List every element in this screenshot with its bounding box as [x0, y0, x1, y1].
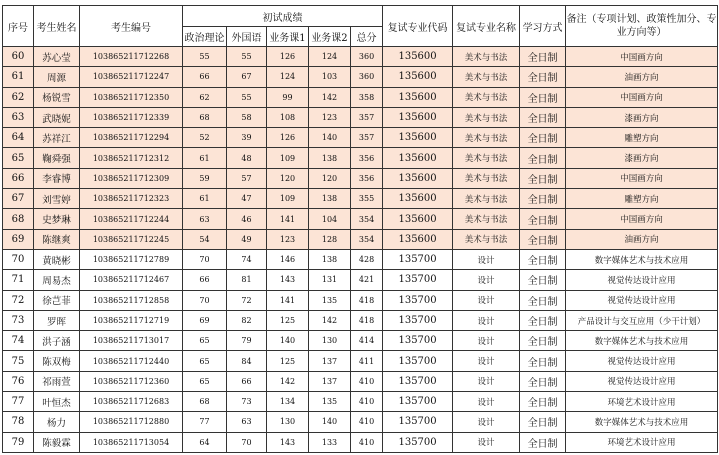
retest-major-cell: 设计 [453, 249, 520, 269]
retest-major-cell: 设计 [453, 432, 520, 452]
retest-code-cell: 135600 [383, 168, 453, 188]
total-score-cell: 414 [351, 331, 383, 351]
header-retest-major: 复试专业名称 [453, 6, 520, 47]
total-score-cell: 355 [351, 189, 383, 209]
study-mode-cell: 全日制 [520, 107, 566, 127]
course2-score-cell: 142 [309, 310, 351, 330]
candidate-id-cell: 103865211712789 [80, 249, 183, 269]
name-cell: 苏祥江 [34, 128, 80, 148]
table-row [3, 128, 718, 148]
study-mode-cell: 全日制 [520, 209, 566, 229]
total-score-cell: 357 [351, 128, 383, 148]
table-row [3, 87, 718, 107]
study-mode-cell: 全日制 [520, 351, 566, 371]
politics-score-cell: 77 [183, 412, 227, 432]
course2-score-cell: 103 [309, 67, 351, 87]
course1-score-cell: 143 [267, 270, 309, 290]
politics-score-cell: 62 [183, 87, 227, 107]
total-score-cell: 358 [351, 87, 383, 107]
retest-code-cell: 135600 [383, 87, 453, 107]
name-cell: 李睿博 [34, 168, 80, 188]
english-score-cell: 79 [227, 331, 267, 351]
seq-cell: 68 [3, 209, 34, 229]
course2-score-cell: 131 [309, 270, 351, 290]
total-score-cell: 421 [351, 270, 383, 290]
course2-score-cell: 120 [309, 168, 351, 188]
course2-score-cell: 140 [309, 128, 351, 148]
study-mode-cell: 全日制 [520, 168, 566, 188]
course2-score-cell: 124 [309, 47, 351, 67]
retest-code-cell: 135700 [383, 249, 453, 269]
name-cell: 杨力 [34, 412, 80, 432]
retest-major-cell: 设计 [453, 290, 520, 310]
politics-score-cell: 70 [183, 249, 227, 269]
retest-code-cell: 135600 [383, 128, 453, 148]
politics-score-cell: 69 [183, 310, 227, 330]
retest-major-cell: 设计 [453, 371, 520, 391]
course2-score-cell: 133 [309, 432, 351, 452]
english-score-cell: 58 [227, 107, 267, 127]
retest-code-cell: 135700 [383, 371, 453, 391]
seq-cell: 75 [3, 351, 34, 371]
name-cell: 鞠舜强 [34, 148, 80, 168]
politics-score-cell: 54 [183, 229, 227, 249]
seq-cell: 74 [3, 331, 34, 351]
course1-score-cell: 124 [267, 67, 309, 87]
english-score-cell: 63 [227, 412, 267, 432]
notes-cell: 数字媒体艺术与技术应用 [566, 249, 718, 269]
header-name: 考生姓名 [34, 6, 80, 47]
study-mode-cell: 全日制 [520, 229, 566, 249]
english-score-cell: 66 [227, 371, 267, 391]
candidate-id-cell: 103865211712440 [80, 351, 183, 371]
politics-score-cell: 55 [183, 47, 227, 67]
seq-cell: 64 [3, 128, 34, 148]
header-seq: 序号 [3, 6, 34, 47]
course1-score-cell: 126 [267, 47, 309, 67]
seq-cell: 67 [3, 189, 34, 209]
politics-score-cell: 64 [183, 432, 227, 452]
notes-cell: 中国画方向 [566, 209, 718, 229]
total-score-cell: 356 [351, 148, 383, 168]
english-score-cell: 46 [227, 209, 267, 229]
retest-code-cell: 135700 [383, 310, 453, 330]
seq-cell: 79 [3, 432, 34, 452]
table-row [3, 432, 718, 452]
notes-cell: 视觉传达设计应用 [566, 270, 718, 290]
study-mode-cell: 全日制 [520, 67, 566, 87]
politics-score-cell: 70 [183, 290, 227, 310]
candidate-id-cell: 103865211712467 [80, 270, 183, 290]
candidate-id-cell: 103865211712339 [80, 107, 183, 127]
notes-cell: 数字媒体艺术与技术应用 [566, 331, 718, 351]
course1-score-cell: 123 [267, 229, 309, 249]
name-cell: 洪子涵 [34, 331, 80, 351]
course2-score-cell: 104 [309, 209, 351, 229]
table-row [3, 371, 718, 391]
retest-major-cell: 美术与书法 [453, 229, 520, 249]
course1-score-cell: 146 [267, 249, 309, 269]
table-row [3, 47, 718, 67]
course2-score-cell: 137 [309, 371, 351, 391]
candidate-id-cell: 103865211712323 [80, 189, 183, 209]
english-score-cell: 72 [227, 290, 267, 310]
retest-major-cell: 设计 [453, 270, 520, 290]
name-cell: 罗晖 [34, 310, 80, 330]
seq-cell: 78 [3, 412, 34, 432]
header-english: 外国语 [227, 27, 267, 47]
course2-score-cell: 138 [309, 249, 351, 269]
course2-score-cell: 137 [309, 351, 351, 371]
header-retest-code: 复试专业代码 [383, 6, 453, 47]
retest-major-cell: 美术与书法 [453, 128, 520, 148]
study-mode-cell: 全日制 [520, 392, 566, 412]
name-cell: 陈继爽 [34, 229, 80, 249]
retest-code-cell: 135700 [383, 351, 453, 371]
candidate-id-cell: 103865211712294 [80, 128, 183, 148]
notes-cell: 环境艺术设计应用 [566, 392, 718, 412]
study-mode-cell: 全日制 [520, 148, 566, 168]
politics-score-cell: 59 [183, 168, 227, 188]
total-score-cell: 410 [351, 392, 383, 412]
english-score-cell: 47 [227, 189, 267, 209]
candidate-id-cell: 103865211712719 [80, 310, 183, 330]
table-row [3, 412, 718, 432]
candidate-id-cell: 103865211712247 [80, 67, 183, 87]
candidate-id-cell: 103865211712312 [80, 148, 183, 168]
name-cell: 祁雨萱 [34, 371, 80, 391]
study-mode-cell: 全日制 [520, 189, 566, 209]
course2-score-cell: 140 [309, 412, 351, 432]
name-cell: 黄晓彬 [34, 249, 80, 269]
notes-cell: 漆画方向 [566, 107, 718, 127]
candidate-id-cell: 103865211712858 [80, 290, 183, 310]
retest-code-cell: 135600 [383, 107, 453, 127]
retest-major-cell: 美术与书法 [453, 47, 520, 67]
header-study-mode: 学习方式 [520, 6, 566, 47]
course1-score-cell: 125 [267, 310, 309, 330]
retest-major-cell: 设计 [453, 392, 520, 412]
total-score-cell: 360 [351, 47, 383, 67]
retest-code-cell: 135600 [383, 229, 453, 249]
candidate-id-cell: 103865211712683 [80, 392, 183, 412]
study-mode-cell: 全日制 [520, 87, 566, 107]
retest-code-cell: 135700 [383, 270, 453, 290]
header-id: 考生编号 [80, 6, 183, 47]
course1-score-cell: 141 [267, 209, 309, 229]
table-row [3, 270, 718, 290]
name-cell: 杨锐雪 [34, 87, 80, 107]
name-cell: 徐芑菲 [34, 290, 80, 310]
retest-major-cell: 美术与书法 [453, 148, 520, 168]
english-score-cell: 55 [227, 47, 267, 67]
name-cell: 史梦琳 [34, 209, 80, 229]
name-cell: 叶恒杰 [34, 392, 80, 412]
notes-cell: 油画方向 [566, 67, 718, 87]
politics-score-cell: 68 [183, 107, 227, 127]
total-score-cell: 410 [351, 432, 383, 452]
total-score-cell: 410 [351, 412, 383, 432]
retest-code-cell: 135700 [383, 412, 453, 432]
table-row [3, 107, 718, 127]
total-score-cell: 418 [351, 310, 383, 330]
retest-major-cell: 美术与书法 [453, 67, 520, 87]
study-mode-cell: 全日制 [520, 290, 566, 310]
course1-score-cell: 109 [267, 148, 309, 168]
course1-score-cell: 120 [267, 168, 309, 188]
header-scores-group: 初试成绩 [183, 6, 383, 27]
notes-cell: 油画方向 [566, 229, 718, 249]
english-score-cell: 49 [227, 229, 267, 249]
table-row [3, 249, 718, 269]
retest-code-cell: 135600 [383, 67, 453, 87]
politics-score-cell: 65 [183, 371, 227, 391]
english-score-cell: 82 [227, 310, 267, 330]
politics-score-cell: 52 [183, 128, 227, 148]
course2-score-cell: 135 [309, 290, 351, 310]
study-mode-cell: 全日制 [520, 270, 566, 290]
politics-score-cell: 61 [183, 189, 227, 209]
notes-cell: 雕塑方向 [566, 189, 718, 209]
seq-cell: 76 [3, 371, 34, 391]
table-header [3, 6, 718, 47]
retest-code-cell: 135600 [383, 148, 453, 168]
seq-cell: 62 [3, 87, 34, 107]
name-cell: 刘雪婷 [34, 189, 80, 209]
retest-code-cell: 135600 [383, 189, 453, 209]
seq-cell: 69 [3, 229, 34, 249]
name-cell: 陈毅霖 [34, 432, 80, 452]
candidate-id-cell: 103865211712880 [80, 412, 183, 432]
seq-cell: 61 [3, 67, 34, 87]
retest-code-cell: 135600 [383, 209, 453, 229]
candidate-id-cell: 103865211712360 [80, 371, 183, 391]
notes-cell: 中国画方向 [566, 168, 718, 188]
table-row [3, 209, 718, 229]
english-score-cell: 57 [227, 168, 267, 188]
retest-code-cell: 135700 [383, 392, 453, 412]
retest-code-cell: 135700 [383, 432, 453, 452]
english-score-cell: 73 [227, 392, 267, 412]
total-score-cell: 411 [351, 351, 383, 371]
table-row [3, 331, 718, 351]
name-cell: 周源 [34, 67, 80, 87]
retest-major-cell: 美术与书法 [453, 209, 520, 229]
seq-cell: 65 [3, 148, 34, 168]
retest-major-cell: 美术与书法 [453, 189, 520, 209]
course2-score-cell: 123 [309, 107, 351, 127]
english-score-cell: 48 [227, 148, 267, 168]
seq-cell: 63 [3, 107, 34, 127]
seq-cell: 77 [3, 392, 34, 412]
candidate-id-cell: 103865211712350 [80, 87, 183, 107]
total-score-cell: 356 [351, 168, 383, 188]
course1-score-cell: 141 [267, 290, 309, 310]
table-row [3, 148, 718, 168]
notes-cell: 产品设计与交互应用（少干计划） [566, 310, 718, 330]
total-score-cell: 354 [351, 229, 383, 249]
course2-score-cell: 138 [309, 148, 351, 168]
study-mode-cell: 全日制 [520, 331, 566, 351]
notes-cell: 雕塑方向 [566, 128, 718, 148]
table-row [3, 351, 718, 371]
candidate-id-cell: 103865211713017 [80, 331, 183, 351]
course2-score-cell: 142 [309, 87, 351, 107]
study-mode-cell: 全日制 [520, 310, 566, 330]
retest-major-cell: 设计 [453, 331, 520, 351]
retest-code-cell: 135700 [383, 331, 453, 351]
table-row [3, 67, 718, 87]
english-score-cell: 55 [227, 87, 267, 107]
table-row [3, 168, 718, 188]
course1-score-cell: 130 [267, 412, 309, 432]
total-score-cell: 357 [351, 107, 383, 127]
retest-major-cell: 美术与书法 [453, 87, 520, 107]
notes-cell: 中国画方向 [566, 47, 718, 67]
seq-cell: 66 [3, 168, 34, 188]
politics-score-cell: 65 [183, 331, 227, 351]
header-course2: 业务课2 [309, 27, 351, 47]
table-row [3, 392, 718, 412]
study-mode-cell: 全日制 [520, 371, 566, 391]
total-score-cell: 354 [351, 209, 383, 229]
politics-score-cell: 68 [183, 392, 227, 412]
politics-score-cell: 65 [183, 351, 227, 371]
candidate-id-cell: 103865211712245 [80, 229, 183, 249]
seq-cell: 70 [3, 249, 34, 269]
total-score-cell: 360 [351, 67, 383, 87]
course2-score-cell: 130 [309, 331, 351, 351]
notes-cell: 环境艺术设计应用 [566, 432, 718, 452]
table-body [3, 47, 718, 453]
table-row [3, 310, 718, 330]
notes-cell: 视觉传达设计应用 [566, 351, 718, 371]
course1-score-cell: 99 [267, 87, 309, 107]
politics-score-cell: 66 [183, 67, 227, 87]
course2-score-cell: 128 [309, 229, 351, 249]
english-score-cell: 70 [227, 432, 267, 452]
study-mode-cell: 全日制 [520, 128, 566, 148]
english-score-cell: 39 [227, 128, 267, 148]
header-notes: 备注（专项计划、政策性加分、专业方向等） [566, 6, 718, 47]
study-mode-cell: 全日制 [520, 432, 566, 452]
seq-cell: 71 [3, 270, 34, 290]
retest-major-cell: 设计 [453, 412, 520, 432]
course1-score-cell: 140 [267, 331, 309, 351]
candidate-id-cell: 103865211713054 [80, 432, 183, 452]
table-row [3, 290, 718, 310]
retest-major-cell: 美术与书法 [453, 168, 520, 188]
study-mode-cell: 全日制 [520, 412, 566, 432]
course1-score-cell: 108 [267, 107, 309, 127]
notes-cell: 中国画方向 [566, 87, 718, 107]
course1-score-cell: 125 [267, 351, 309, 371]
name-cell: 苏心莹 [34, 47, 80, 67]
notes-cell: 漆画方向 [566, 148, 718, 168]
header-total: 总分 [351, 27, 383, 47]
seq-cell: 72 [3, 290, 34, 310]
study-mode-cell: 全日制 [520, 249, 566, 269]
course1-score-cell: 126 [267, 128, 309, 148]
header-politics: 政治理论 [183, 27, 227, 47]
politics-score-cell: 66 [183, 270, 227, 290]
course1-score-cell: 109 [267, 189, 309, 209]
retest-code-cell: 135600 [383, 47, 453, 67]
study-mode-cell: 全日制 [520, 47, 566, 67]
english-score-cell: 67 [227, 67, 267, 87]
name-cell: 武晓妮 [34, 107, 80, 127]
notes-cell: 视觉传达设计应用 [566, 290, 718, 310]
seq-cell: 60 [3, 47, 34, 67]
retest-major-cell: 美术与书法 [453, 107, 520, 127]
retest-major-cell: 设计 [453, 310, 520, 330]
total-score-cell: 418 [351, 290, 383, 310]
seq-cell: 73 [3, 310, 34, 330]
course1-score-cell: 143 [267, 432, 309, 452]
table-row [3, 189, 718, 209]
notes-cell: 视觉传达设计应用 [566, 371, 718, 391]
admission-table [2, 5, 718, 453]
course1-score-cell: 142 [267, 371, 309, 391]
table-row [3, 229, 718, 249]
english-score-cell: 74 [227, 249, 267, 269]
english-score-cell: 84 [227, 351, 267, 371]
notes-cell: 数字媒体艺术与技术应用 [566, 412, 718, 432]
politics-score-cell: 63 [183, 209, 227, 229]
total-score-cell: 410 [351, 371, 383, 391]
candidate-id-cell: 103865211712268 [80, 47, 183, 67]
header-course1: 业务课1 [267, 27, 309, 47]
name-cell: 周易杰 [34, 270, 80, 290]
total-score-cell: 428 [351, 249, 383, 269]
retest-code-cell: 135700 [383, 290, 453, 310]
candidate-id-cell: 103865211712309 [80, 168, 183, 188]
english-score-cell: 81 [227, 270, 267, 290]
politics-score-cell: 61 [183, 148, 227, 168]
course2-score-cell: 135 [309, 392, 351, 412]
course1-score-cell: 134 [267, 392, 309, 412]
candidate-id-cell: 103865211712244 [80, 209, 183, 229]
retest-major-cell: 设计 [453, 351, 520, 371]
name-cell: 陈双梅 [34, 351, 80, 371]
course2-score-cell: 138 [309, 189, 351, 209]
